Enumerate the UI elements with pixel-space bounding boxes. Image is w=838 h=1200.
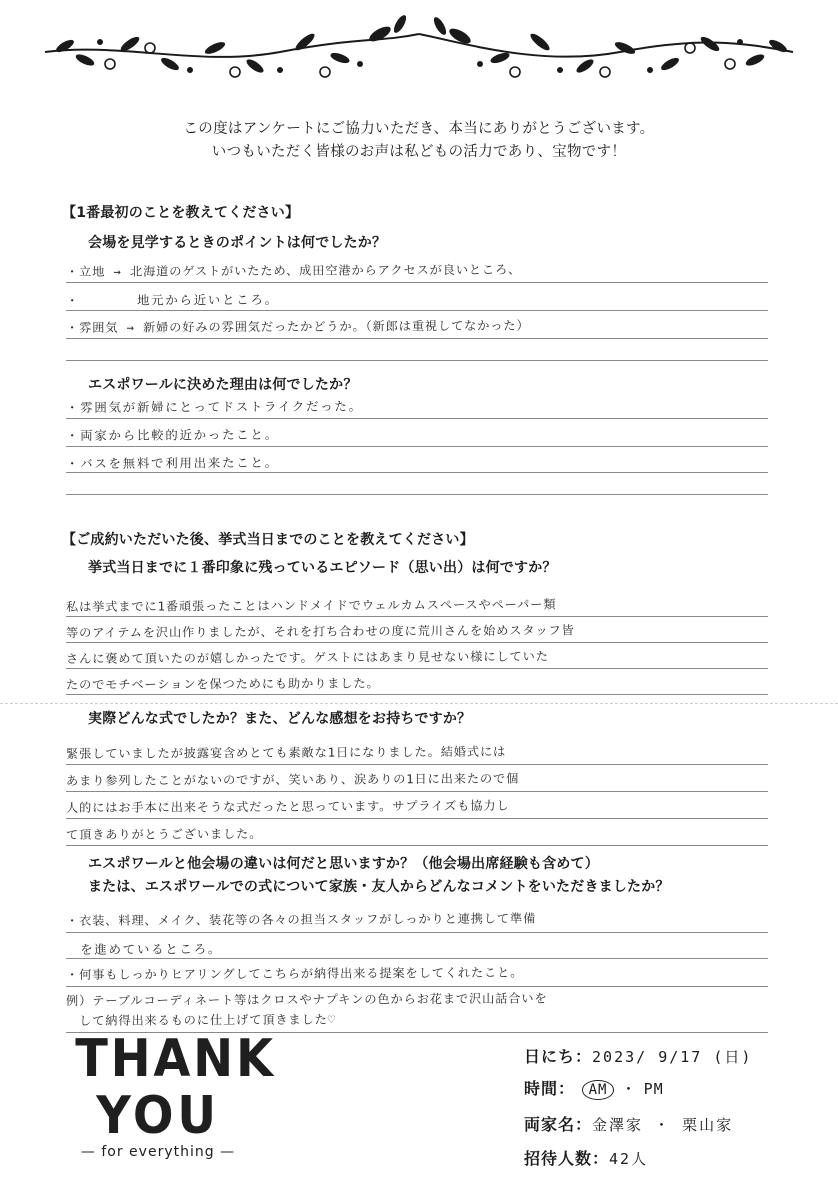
answer-line: 人的にはお手本に出来そうな式だったと思っています。サプライズも協力し (65, 798, 510, 815)
answer-rule (66, 418, 768, 419)
date-row (524, 1044, 752, 1067)
question-venue-difference: エスポワールと他会場の違いは何だと思いますか？（他会場出席経験も含めて） (88, 856, 599, 872)
thank-you-tagline: — for everything — (80, 1144, 236, 1160)
answer-line: を進めているところ。 (65, 941, 223, 957)
answer-line: あまり参列したことがないのですが、笑いあり、涙ありの1日に出来たので個 (65, 771, 520, 788)
answer-rule (66, 310, 768, 311)
answer-rule (66, 791, 768, 792)
answer-line: て頂きありがとうございました。 (65, 826, 263, 842)
families-label: 両家名： (524, 1115, 593, 1134)
families-row (524, 1112, 733, 1135)
time-row (524, 1076, 664, 1100)
answer-rule (66, 446, 768, 447)
question-family-comments: または、エスポワールでの式について家族・友人からどんなコメントをいただきましたか？ (88, 879, 670, 895)
thank-you-line-2: YOU (96, 1086, 220, 1146)
answer-line: ・ 地元から近いところ。 (65, 291, 279, 308)
answer-line: して納得出来るものに仕上げて頂きました♡ (65, 1012, 337, 1028)
answer-rule (66, 282, 768, 283)
fold-line (0, 703, 838, 704)
answer-line: ・バスを無料で利用出来たこと。 (65, 454, 279, 471)
intro-message (0, 118, 838, 164)
section-1-heading: 【1番最初のことを教えてください】 (62, 205, 300, 221)
answer-rule (66, 694, 768, 695)
answer-line: ・立地 → 北海道のゲストがいたため、成田空港からアクセスが良いところ、 (65, 262, 522, 279)
answer-rule (66, 845, 768, 846)
intro-line-1: この度はアンケートにご協力いただき、本当にありがとうございます。 (183, 121, 655, 137)
answer-rule (66, 932, 768, 933)
answer-line: たのでモチベーションを保つためにも助かりました。 (65, 676, 380, 692)
answer-rule (66, 494, 768, 495)
intro-line-2: いつもいただく皆様のお声は私どもの活力であり、宝物です！ (211, 144, 627, 160)
answer-rule (66, 642, 768, 643)
section-2-heading: 【ご成約いただいた後、挙式当日までのことを教えてください】 (62, 532, 474, 548)
time-label: 時間： (524, 1079, 576, 1098)
time-separator: ・ (621, 1080, 638, 1098)
answer-line: 私は挙式までに1番頑張ったことはハンドメイドでウェルカムスペースやペーパー類 (65, 597, 557, 614)
guests-value: 42人 (609, 1150, 649, 1168)
answer-rule (66, 616, 768, 617)
guests-label: 招待人数： (524, 1149, 610, 1168)
time-pm: PM (643, 1080, 664, 1098)
answer-rule (66, 764, 768, 765)
answer-rule (66, 338, 768, 339)
answer-line: ・衣装、料理、メイク、装花等の各々の担当スタッフがしっかりと連携して準備 (65, 911, 537, 928)
floral-garland-decoration (40, 12, 798, 92)
answer-rule (66, 818, 768, 819)
answer-line: ・何事もしっかりヒアリングしてこちらが納得出来る提案をしてくれたこと。 (65, 965, 524, 982)
question-ceremony-impression: 実際どんな式でしたか？また、どんな感想をお持ちですか？ (88, 711, 472, 727)
date-value: 2023/ 9/17 (日) (592, 1048, 753, 1066)
guests-row (524, 1146, 648, 1169)
thank-you-line-1: THANK (75, 1029, 276, 1089)
families-value: 金澤家 ・ 栗山家 (592, 1116, 734, 1134)
answer-rule (66, 668, 768, 669)
answer-line: ・雰囲気 → 新婦の好みの雰囲気だったかどうか。（新郎は重視してなかった） (65, 318, 530, 335)
answer-rule (66, 958, 768, 959)
answer-line: 例）テーブルコーディネート等はクロスやナプキンの色からお花まで沢山話合いを (65, 991, 548, 1008)
thank-you-logo (68, 1029, 276, 1160)
answer-rule (66, 360, 768, 361)
question-memorable-episode: 挙式当日までに１番印象に残っているエピソード（思い出）は何ですか？ (88, 560, 557, 576)
question-decision-reason: エスポワールに決めた理由は何でしたか？ (88, 377, 358, 393)
answer-rule (66, 986, 768, 987)
answer-line: ・雰囲気が新婦にとってドストライクだった。 (65, 398, 363, 415)
answer-line: 等のアイテムを沢山作りましたが、それを打ち合わせの度に荒川さんを始めスタッフ皆 (65, 623, 575, 640)
answer-line: 緊張していましたが披露宴含めとても素敵な1日になりました。結婚式には (65, 744, 507, 761)
answer-line: ・両家から比較的近かったこと。 (65, 426, 279, 443)
question-venue-points: 会場を見学するときのポイントは何でしたか？ (88, 235, 387, 251)
time-am-circled: AM (582, 1080, 615, 1100)
answer-line: さんに褒めて頂いたのが嬉しかったです。ゲストにはあまり見せない様にしていた (65, 649, 549, 666)
date-label: 日にち： (524, 1047, 593, 1066)
answer-rule (66, 472, 768, 473)
